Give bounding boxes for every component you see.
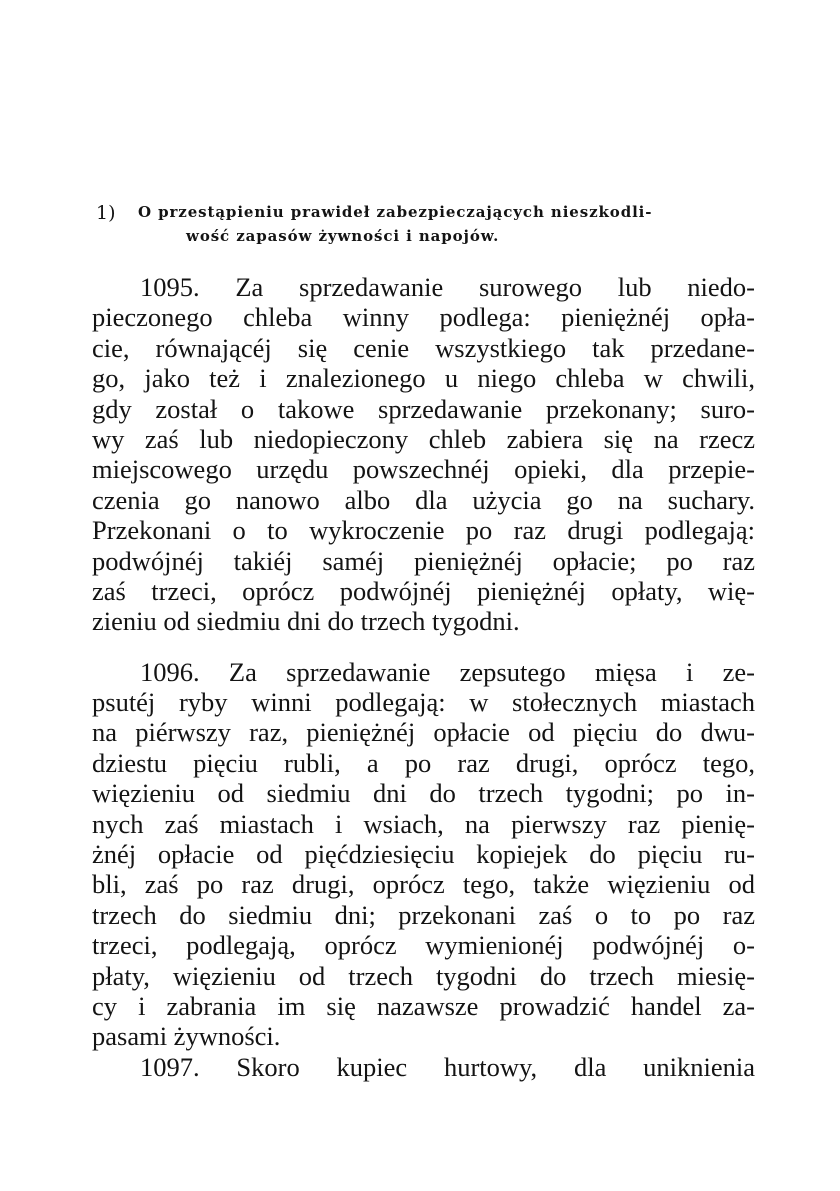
paragraph-number: 1097. [140, 1051, 200, 1082]
paragraph-line: miejscowego urzędu powszechnéj opieki, dla przepie- [92, 454, 755, 485]
paragraph-line: na piérwszy raz, pieniężnéj opłacie od pięciu do dwu- [92, 717, 755, 748]
paragraph-line: 1095. Za sprzedawanie surowego lub niedo- [140, 272, 756, 302]
paragraph-line: płaty, więzieniu od trzech tygodni do trzech miesię- [92, 960, 755, 991]
paragraph-line: cie, równającéj się cenie wszystkiego tak przedane- [92, 332, 755, 363]
paragraph-line: 1097. Skoro kupiec hurtowy, dla uniknienia [140, 1051, 755, 1082]
paragraph-line: 1096. Za sprzedawanie zepsutego mięsa i ze- [140, 656, 755, 687]
paragraph-line: nych zaś miastach i wsiach, na pierwszy raz pienię- [92, 808, 755, 839]
paragraph-1095 [92, 272, 755, 637]
paragraph-line: Przekonani o to wykroczenie po raz drugi podlegają: [92, 515, 755, 546]
paragraph-line: więzieniu od siedmiu dni do trzech tygodni; po in- [92, 778, 755, 809]
paragraph-line: pasami żywności. [92, 1021, 281, 1052]
heading-line-2: wość zapasów żywności i napojów. [186, 227, 500, 245]
paragraph-line: czenia go nanowo albo dla użycia go na suchary. [92, 484, 755, 515]
paragraph-line: zieniu od siedmiu dni do trzech tygodni. [92, 606, 520, 637]
paragraph-line: żnéj opłacie od pięćdziesięciu kopiejek do pięciu ru- [92, 839, 755, 870]
paragraph-1096 [92, 657, 755, 1052]
paragraph-line: podwójnéj takiéj saméj pieniężnéj opłacie; po raz [92, 545, 755, 576]
paragraph-line: dziestu pięciu rubli, a po raz drugi, oprócz tego, [92, 747, 755, 778]
paragraph-line: trzeci, podlegają, oprócz wymienionéj podwójnéj o- [92, 930, 755, 961]
footnote-marker: 1) [96, 202, 116, 224]
heading-line-1: O przestąpieniu prawideł zabezpieczających nieszkodli- [138, 203, 653, 221]
paragraph-line: trzech do siedmiu dni; przekonani zaś o to po raz [92, 899, 755, 930]
paragraph-line: go, jako też i znalezionego u niego chleba w chwili, [92, 363, 755, 394]
paragraph-line: pieczonego chleba winny podlega: pieniężnéj opła- [92, 302, 755, 333]
paragraph-line: gdy został o takowe sprzedawanie przekonany; suro- [92, 393, 755, 424]
paragraph-line: psutéj ryby winni podlegają: w stołecznych miastach [92, 687, 755, 718]
paragraph-line: cy i zabrania im się nazawsze prowadzić handel za- [92, 990, 755, 1021]
paragraph-number: 1096. [140, 656, 200, 687]
paragraph-1097 [92, 1052, 755, 1082]
body-text [92, 272, 755, 1082]
paragraph-gap [92, 637, 755, 657]
paragraph-number: 1095. [140, 272, 200, 302]
paragraph-line: zaś trzeci, oprócz podwójnéj pieniężnéj opłaty, wię- [92, 575, 755, 606]
paragraph-line: wy zaś lub niedopieczony chleb zabiera się na rzecz [92, 423, 755, 454]
paragraph-line: bli, zaś po raz drugi, oprócz tego, także więzieniu od [92, 869, 755, 900]
